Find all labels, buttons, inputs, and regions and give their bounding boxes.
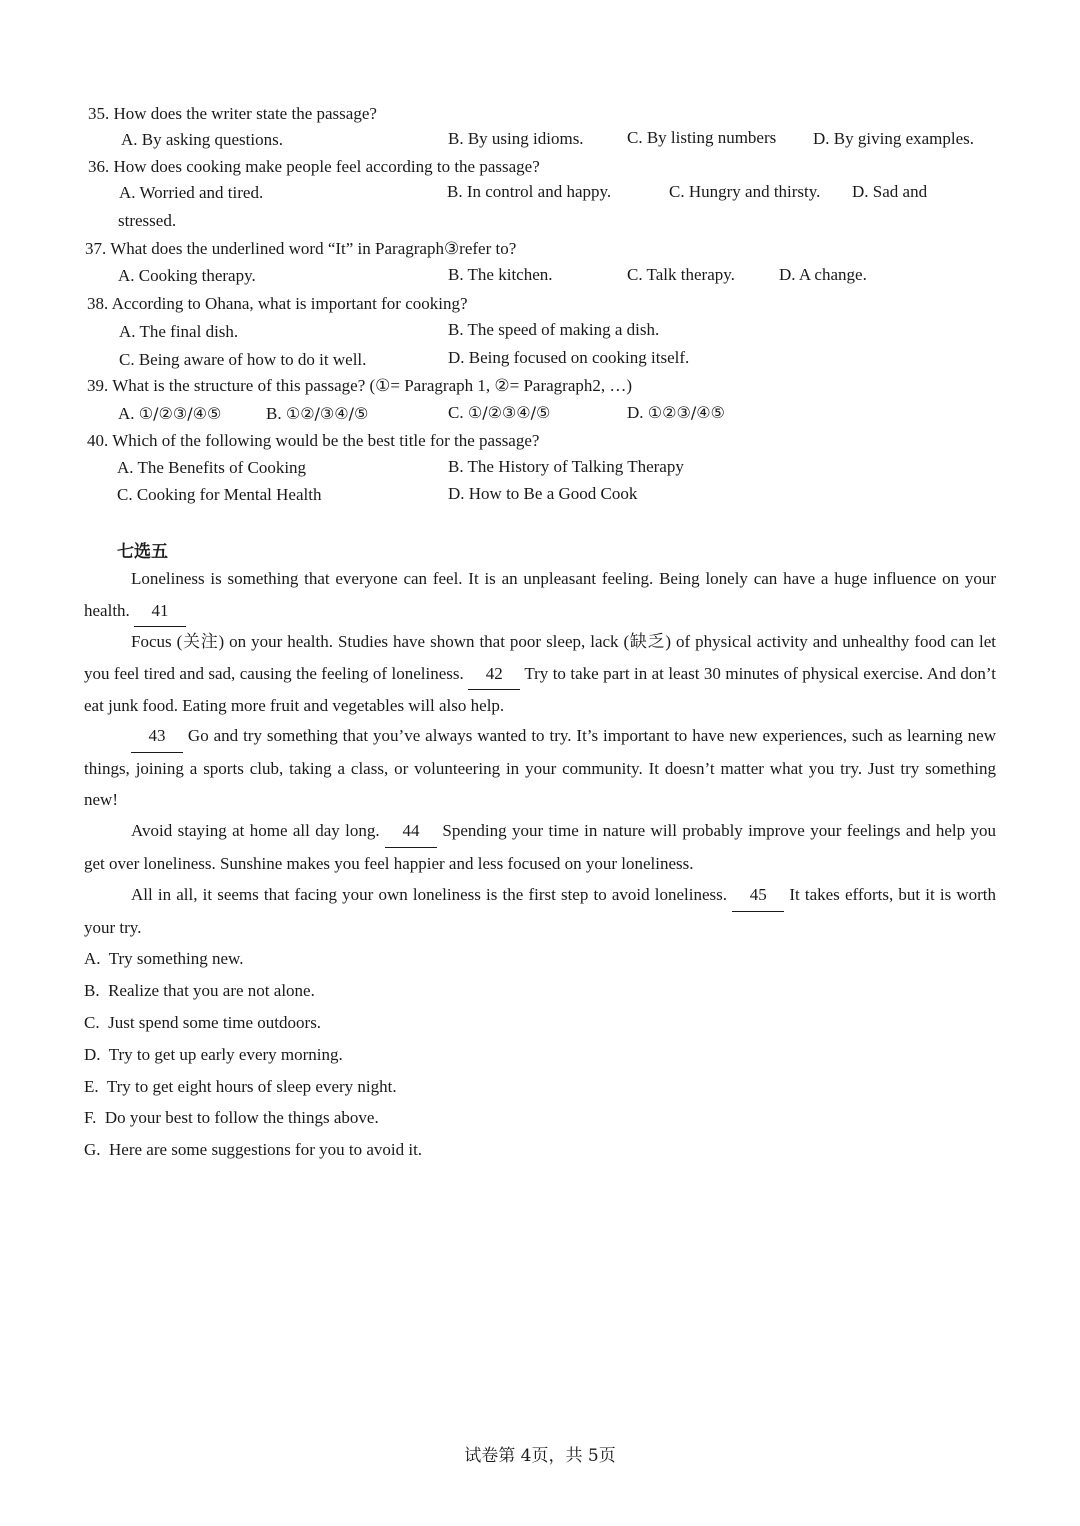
choice-f[interactable]: F. Do your best to follow the things above. <box>84 1108 379 1127</box>
blank-41[interactable]: 41 <box>134 595 186 628</box>
question-36 <box>88 156 540 178</box>
option-39-b[interactable]: B. ①②/③④/⑤ <box>266 404 369 423</box>
passage-paragraph-3: 43 Go and try something that you’ve always wanted to try. It’s important to have new experiences, such as learning new things, joining a sports club, taking a class, or volunteering in your community. It doesn’t matter what you try. Just try something new! <box>84 720 996 816</box>
choice-g[interactable]: G. Here are some suggestions for you to avoid it. <box>84 1140 423 1159</box>
question-39 <box>87 375 632 397</box>
option-35-b[interactable]: B. By using idioms. <box>448 129 584 148</box>
passage-paragraph-4: Avoid staying at home all day long. 44 Spending your time in nature will probably improve your feelings and help you get over loneliness. Sunshine makes you feel happier and less focused on your loneliness. <box>84 815 996 879</box>
question-38 <box>87 293 468 315</box>
option-37-a[interactable]: A. Cooking therapy. <box>118 266 256 285</box>
option-35-c[interactable]: C. By listing numbers <box>627 128 777 147</box>
passage-paragraph-1: Loneliness is something that everyone can feel. It is an unpleasant feeling. Being lonely can have a huge influence on your health. 41 <box>84 563 996 627</box>
question-number: 37. <box>85 239 107 258</box>
option-38-b[interactable]: B. The speed of making a dish. <box>448 320 660 339</box>
option-36-a[interactable]: A. Worried and tired. <box>119 183 264 202</box>
option-36-d-wrap: stressed. <box>118 211 177 230</box>
option-37-d[interactable]: D. A change. <box>779 265 867 284</box>
question-number: 40. <box>87 431 109 450</box>
passage-paragraph-5: All in all, it seems that facing your own loneliness is the first step to avoid loneliness. 45 It takes efforts, but it is worth your try. <box>84 879 996 943</box>
blank-43[interactable]: 43 <box>131 720 183 753</box>
blank-42[interactable]: 42 <box>468 658 520 691</box>
question-number: 36. <box>88 157 110 176</box>
question-37 <box>85 238 516 260</box>
choice-b[interactable]: B. Realize that you are not alone. <box>84 981 315 1000</box>
question-text: What is the structure of this passage? (①= Paragraph 1, ②= Paragraph2, …) <box>112 376 633 395</box>
option-37-b[interactable]: B. The kitchen. <box>448 265 553 284</box>
option-35-d[interactable]: D. By giving examples. <box>813 129 975 148</box>
option-40-a[interactable]: A. The Benefits of Cooking <box>117 458 307 477</box>
option-40-c[interactable]: C. Cooking for Mental Health <box>117 485 322 504</box>
blank-44[interactable]: 44 <box>385 815 437 848</box>
choice-a[interactable]: A. Try something new. <box>84 949 244 968</box>
section-heading: 七选五 <box>117 542 168 562</box>
option-38-d[interactable]: D. Being focused on cooking itself. <box>448 348 690 367</box>
option-40-d[interactable]: D. How to Be a Good Cook <box>448 484 638 503</box>
choice-c[interactable]: C. Just spend some time outdoors. <box>84 1013 322 1032</box>
question-text: What does the underlined word “It” in Paragraph③refer to? <box>110 239 517 258</box>
choice-d[interactable]: D. Try to get up early every morning. <box>84 1045 343 1064</box>
question-text: How does cooking make people feel according to the passage? <box>113 157 540 176</box>
option-36-c[interactable]: C. Hungry and thirsty. <box>669 182 821 201</box>
option-36-d[interactable]: D. Sad and <box>852 182 928 201</box>
question-text: Which of the following would be the best title for the passage? <box>112 431 540 450</box>
question-number: 35. <box>88 104 110 123</box>
choice-e[interactable]: E. Try to get eight hours of sleep every night. <box>84 1077 397 1096</box>
page-footer: 试卷第 4页，共 5页 <box>464 1446 616 1466</box>
blank-45[interactable]: 45 <box>732 879 784 912</box>
option-39-d[interactable]: D. ①②③/④⑤ <box>627 403 725 422</box>
option-38-a[interactable]: A. The final dish. <box>119 322 239 341</box>
question-text: How does the writer state the passage? <box>113 104 377 123</box>
option-40-b[interactable]: B. The History of Talking Therapy <box>448 457 684 476</box>
passage-paragraph-2: Focus (关注) on your health. Studies have shown that poor sleep, lack (缺乏) of physical activity and unhealthy food can let you feel tired and sad, causing the feeling of loneliness. 42 Try to take part in at least 30 minutes of physical exercise. And don’t eat junk food. Eating more fruit and vegetables will also help. <box>84 632 996 715</box>
question-40 <box>87 430 539 452</box>
option-39-c[interactable]: C. ①/②③④/⑤ <box>448 403 551 422</box>
question-35 <box>88 103 377 125</box>
option-36-b[interactable]: B. In control and happy. <box>447 182 612 201</box>
option-35-a[interactable]: A. By asking questions. <box>121 130 283 149</box>
question-number: 39. <box>87 376 109 395</box>
question-text: According to Ohana, what is important for cooking? <box>111 294 468 313</box>
option-38-c[interactable]: C. Being aware of how to do it well. <box>119 350 367 369</box>
option-37-c[interactable]: C. Talk therapy. <box>627 265 735 284</box>
option-39-a[interactable]: A. ①/②③/④⑤ <box>118 404 222 423</box>
question-number: 38. <box>87 294 109 313</box>
